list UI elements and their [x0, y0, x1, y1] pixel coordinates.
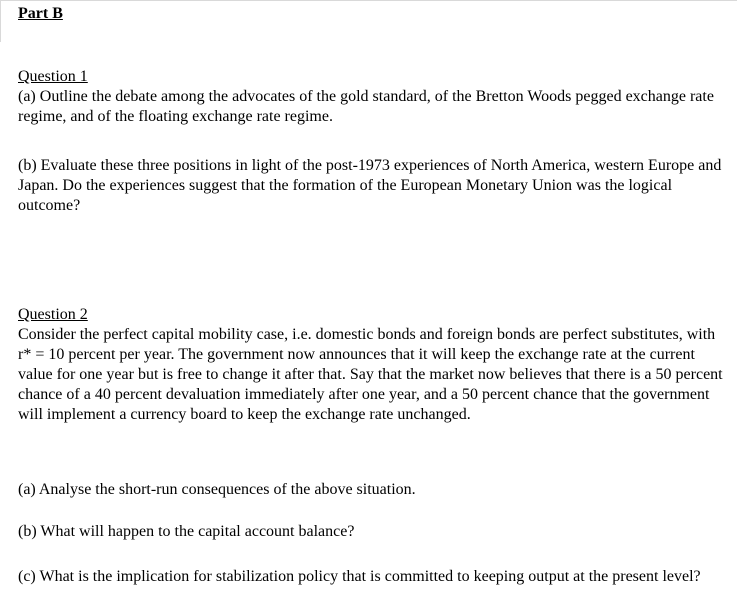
- part-title: Part B: [18, 5, 63, 22]
- question-2c-section: [18, 567, 723, 587]
- question-2-heading: Question 2: [18, 306, 88, 323]
- question-2a-section: [18, 480, 723, 500]
- question-2c-text: (c) What is the implication for stabilization policy that is committed to keeping output at the present level?: [18, 568, 701, 585]
- question-2b-text: (b) What will happen to the capital account balance?: [18, 523, 355, 540]
- question-1a-text: (a) Outline the debate among the advocates of the gold standard, of the Bretton Woods pegged exchange rate regime, and of the floating exchange rate regime.: [18, 88, 714, 125]
- left-border: [0, 0, 1, 42]
- question-1-section: [18, 67, 723, 127]
- question-2b-section: [18, 522, 723, 542]
- question-2-section: [18, 305, 723, 425]
- question-1-heading: Question 1: [18, 68, 88, 85]
- question-2a-text: (a) Analyse the short-run consequences of the above situation.: [18, 481, 416, 498]
- question-2-intro-text: Consider the perfect capital mobility case, i.e. domestic bonds and foreign bonds are perfect substitutes, with r* = 10 percent per year. The government now announces that it will keep the exchange rate at the current value for one year but is free to change it after that. Say that the market now believes that there is a 50 percent chance of a 40 percent devaluation immediately after one year, and a 50 percent chance that the government will implement a currency board to keep the exchange rate unchanged.: [18, 326, 723, 423]
- question-1b-section: [18, 156, 723, 216]
- question-1b-text: (b) Evaluate these three positions in light of the post-1973 experiences of North America, western Europe and Japan. Do the experiences suggest that the formation of the European Monetary Union was the logical outcome?: [18, 157, 722, 214]
- top-border: [0, 0, 737, 1]
